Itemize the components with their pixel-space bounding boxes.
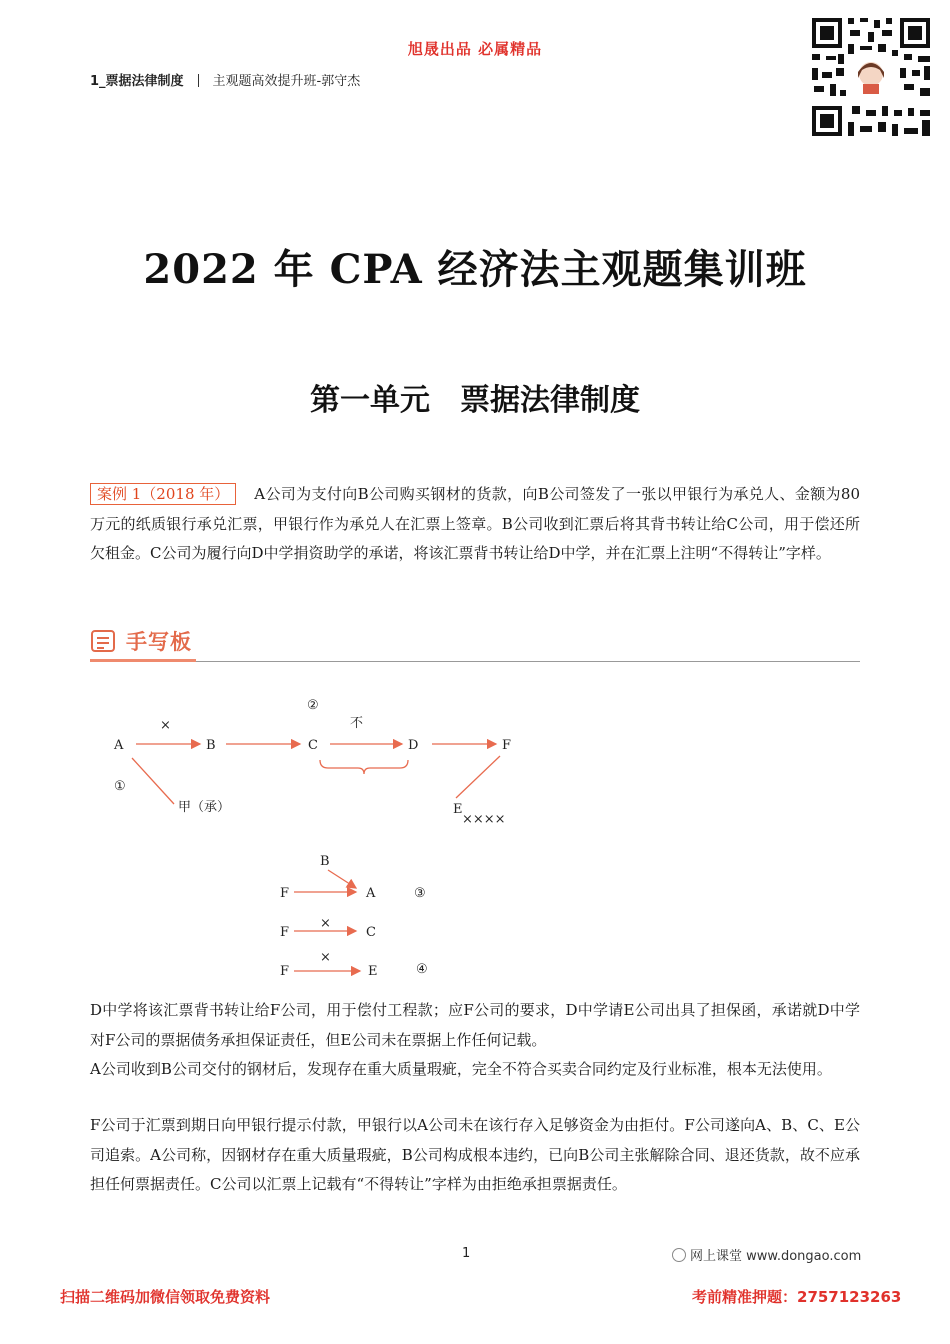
mark-fc-f: F [280, 925, 290, 940]
handwriting-board-title: 手写板 [126, 630, 192, 654]
mark-circle-2: ② [307, 698, 319, 713]
header-course: 主观题高效提升班-郭守杰 [212, 74, 361, 89]
node-c: C [308, 738, 318, 753]
header-chapter: 1_票据法律制度 [90, 74, 184, 89]
brace-c-d [320, 760, 408, 774]
top-watermark: 旭晟出品 必属精品 [407, 40, 543, 58]
node-f: F [502, 738, 512, 753]
arrow-b-a [328, 870, 356, 888]
mark-x-ab: × [160, 718, 171, 733]
mark-fa-a: A [366, 886, 376, 901]
note-icon [90, 628, 116, 654]
mark-bu: 不 [350, 716, 364, 731]
node-jia: 甲（承） [178, 800, 231, 815]
mark-x-fe: × [320, 950, 331, 965]
case-text: A公司为支付向B公司购买钢材的货款，向B公司签发了一张以甲银行为承兑人、金额为80万元的纸质银行承兑汇票，甲银行作为承兑人在汇票上签章。B公司收到汇票后将其背书转让给C公司，用于偿还所欠租金。C公司为履行向D中学捐资助学的承诺，将该汇票背书转让给D中学，并在汇票上注明“不得转让”字样。 [90, 485, 860, 562]
unit-title: 第一单元 票据法律制度 [310, 383, 640, 418]
bottom-right-promo: 考前精准押题：2757123263 [692, 1288, 902, 1306]
mark-fe-e: E [368, 964, 378, 979]
line-f-e [456, 756, 500, 798]
page-number: 1 [462, 1246, 471, 1261]
mark-fe-f: F [280, 964, 290, 979]
mark-x-fc: × [320, 916, 331, 931]
node-a: A [114, 738, 124, 753]
body-paragraph-1: D中学将该汇票背书转让给F公司，用于偿付工程款；应F公司的要求，D中学请E公司出具了担保函，承诺就D中学对F公司的票据债务承担保证责任，但E公司未在票据上作任何记载。 [90, 1001, 860, 1049]
section-accent-underline [90, 659, 196, 662]
node-e: E [453, 802, 463, 817]
mark-fc-c: C [366, 925, 376, 940]
footer-site-text: 网上课堂 www.dongao.com [690, 1249, 862, 1264]
mark-circle-4: ④ [416, 962, 428, 977]
section-divider [90, 661, 860, 662]
handwriting-board-header [90, 622, 860, 664]
mark-circle-3: ③ [414, 886, 426, 901]
body-paragraph-3: F公司于汇票到期日向甲银行提示付款，甲银行以A公司未在该行存入足够资金为由拒付。F公司遂向A、B、C、E公司追索。A公司称，因钢材存在重大质量瑕疵，B公司构成根本违约，已向B公司主张解除合同、退还货款，故不应承担任何票据责任。C公司以汇票上记载有“不得转让”字样为由拒绝承担票据责任。 [90, 1116, 860, 1193]
qr-code[interactable] [808, 14, 934, 140]
body-paragraph-2: A公司收到B公司交付的钢材后，发现存在重大质量瑕疵，完全不符合买卖合同约定及行业标准，根本无法使用。 [90, 1060, 832, 1078]
page-header [90, 70, 360, 89]
case-tag: 案例 1（2018 年） [90, 483, 236, 505]
node-b: B [206, 738, 216, 753]
mark-b2: B [320, 854, 330, 869]
node-d: D [408, 738, 419, 753]
mark-xxxx: ×××× [462, 812, 506, 827]
footer-site[interactable] [672, 1245, 861, 1264]
handwritten-diagram [90, 680, 650, 1000]
case-paragraph [90, 480, 860, 569]
mark-circle-1: ① [114, 779, 126, 794]
mark-fa-f: F [280, 886, 290, 901]
bottom-left-promo: 扫描二维码加微信领取免费资料 [60, 1288, 271, 1306]
main-title: 2022 年 CPA 经济法主观题集训班 [143, 246, 807, 293]
line-a-jia [132, 758, 174, 804]
dongao-logo-icon [672, 1248, 686, 1262]
header-divider [198, 74, 199, 87]
